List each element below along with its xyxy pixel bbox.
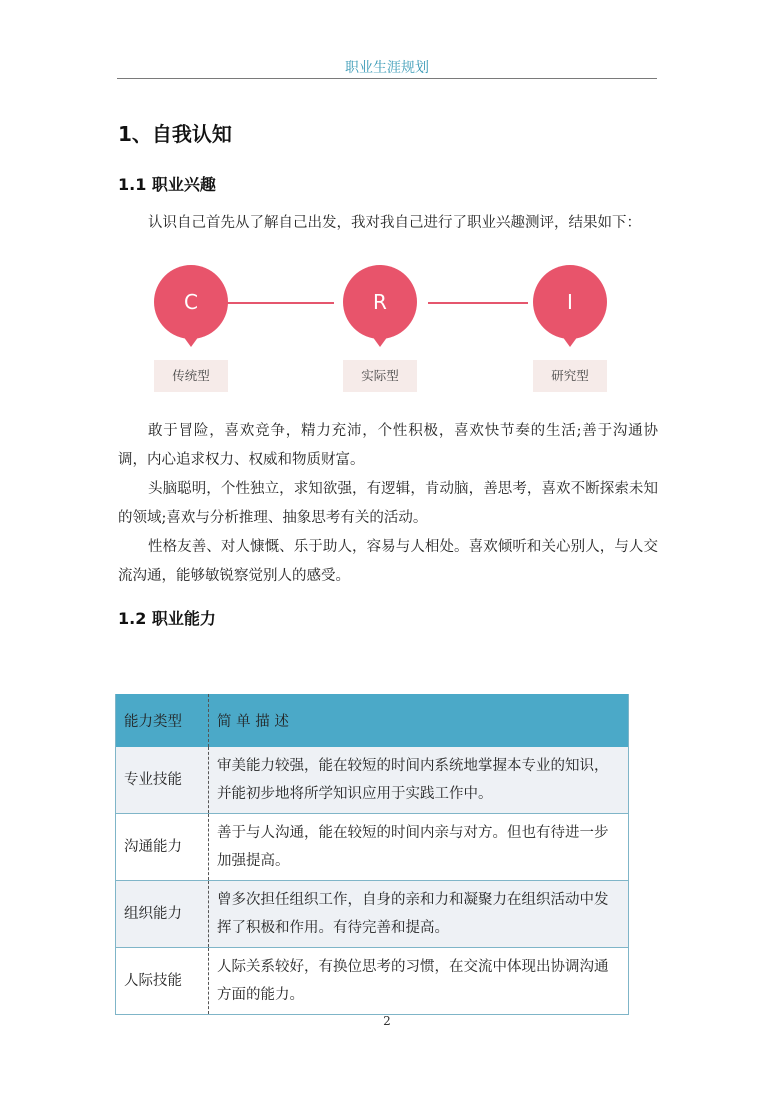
interest-label: 传统型	[154, 360, 228, 392]
interest-paragraph: 头脑聪明，个性独立，求知欲强，有逻辑，肯动脑，善思考，喜欢不断探索未知的领域;喜欢与分析推理、抽象思考有关的活动。	[118, 481, 658, 526]
connector-line	[212, 302, 334, 304]
pointer-arrow	[372, 336, 388, 347]
page-number: 2	[383, 1014, 391, 1028]
header-divider	[117, 78, 657, 79]
ability-description-cell: 曾多次担任组织工作，自身的亲和力和凝聚力在组织活动中发挥了积极和作用。有待完善和提高。	[209, 881, 629, 948]
column-header-type: 能力类型	[116, 694, 209, 747]
connector-line	[428, 302, 528, 304]
table-row	[116, 881, 629, 948]
interest-label: 实际型	[343, 360, 417, 392]
pointer-arrow	[183, 336, 199, 347]
ability-table	[115, 694, 629, 1015]
section-heading-self-awareness: 1、自我认知	[118, 122, 232, 146]
page-header-title: 职业生涯规划	[345, 60, 429, 76]
table-header-row	[116, 694, 629, 747]
table-row	[116, 747, 629, 814]
interest-paragraph: 性格友善、对人慷慨、乐于助人，容易与人相处。喜欢倾听和关心别人，与人交流沟通，能够敏锐察觉别人的感受。	[118, 539, 658, 584]
interest-intro-paragraph: 认识自己首先从了解自己出发，我对我自己进行了职业兴趣测评，结果如下：	[148, 215, 641, 231]
interest-circle: I	[533, 265, 607, 339]
interest-label: 研究型	[533, 360, 607, 392]
ability-type-cell: 沟通能力	[116, 814, 209, 881]
ability-type-cell: 专业技能	[116, 747, 209, 814]
interest-type-diagram	[118, 262, 658, 402]
interest-circle: R	[343, 265, 417, 339]
interest-circle: C	[154, 265, 228, 339]
ability-type-cell: 组织能力	[116, 881, 209, 948]
ability-description-cell: 善于与人沟通，能在较短的时间内亲与对方。但也有待进一步加强提高。	[209, 814, 629, 881]
table-row	[116, 948, 629, 1015]
ability-description-cell: 审美能力较强，能在较短的时间内系统地掌握本专业的知识，并能初步地将所学知识应用于实践工作中。	[209, 747, 629, 814]
pointer-arrow	[562, 336, 578, 347]
subsection-heading-interest: 1.1 职业兴趣	[118, 175, 216, 194]
subsection-heading-ability: 1.2 职业能力	[118, 609, 216, 628]
column-header-description: 简 单 描 述	[209, 694, 629, 747]
interest-paragraph: 敢于冒险，喜欢竞争，精力充沛，个性积极，喜欢快节奏的生活;善于沟通协调，内心追求权力、权威和物质财富。	[118, 423, 658, 468]
table-row	[116, 814, 629, 881]
ability-description-cell: 人际关系较好，有换位思考的习惯，在交流中体现出协调沟通方面的能力。	[209, 948, 629, 1015]
ability-type-cell: 人际技能	[116, 948, 209, 1015]
